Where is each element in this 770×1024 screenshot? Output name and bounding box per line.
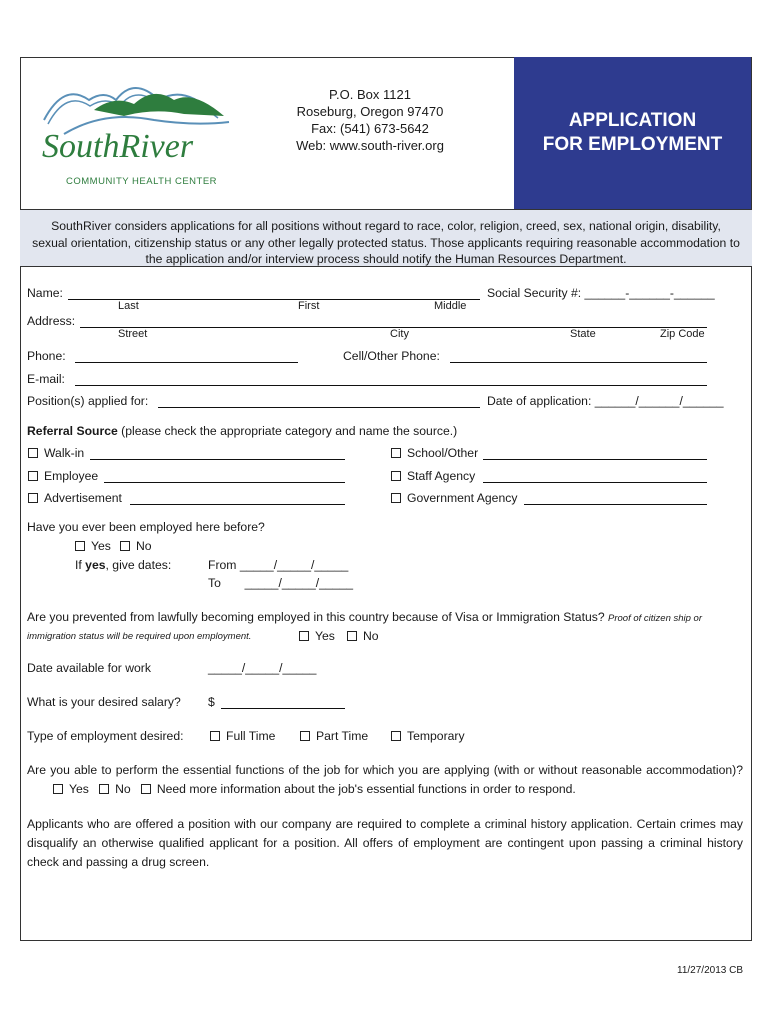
visa-question-text: Are you prevented from lawfully becoming employed in this country because of Visa or Immigration Status?	[27, 610, 605, 624]
checkbox[interactable]	[28, 448, 38, 458]
salary-label: What is your desired salary?	[27, 695, 181, 709]
revision-date: 11/27/2013 CB	[677, 965, 743, 976]
school-option[interactable]	[391, 446, 478, 460]
temporary-option[interactable]	[391, 729, 465, 743]
advertisement-option[interactable]	[28, 491, 122, 505]
checkbox[interactable]	[391, 448, 401, 458]
employed-before-question: Have you ever been employed here before?	[27, 520, 265, 534]
staff-agency-option[interactable]	[391, 469, 475, 483]
school-source-field[interactable]	[483, 459, 707, 460]
org-address	[270, 86, 470, 154]
cell-phone-label: Cell/Other Phone:	[343, 349, 440, 363]
visa-yes-option[interactable]	[299, 629, 335, 643]
referral-heading-text: (please check the appropriate category and name the source.)	[117, 424, 458, 438]
employed-to-field[interactable]: To _____/_____/_____	[208, 576, 354, 590]
advertisement-label: Advertisement	[44, 491, 122, 505]
if-yes-bold: yes	[85, 558, 106, 572]
walkin-source-field[interactable]	[90, 459, 345, 460]
visa-question	[27, 610, 702, 624]
form-title-line2: FOR EMPLOYMENT	[542, 134, 723, 155]
checkbox[interactable]	[28, 471, 38, 481]
cell-phone-field[interactable]	[450, 362, 707, 363]
logo-wordmark: SouthRiver	[42, 128, 194, 165]
visa-no-option[interactable]	[347, 629, 379, 643]
give-dates-text: , give dates:	[105, 558, 172, 572]
phone-field[interactable]	[75, 362, 298, 363]
city-sublabel: City	[390, 328, 409, 340]
employee-option[interactable]	[28, 469, 98, 483]
date-available-field[interactable]: _____/_____/_____	[208, 661, 317, 675]
email-label: E-mail:	[27, 372, 65, 386]
advertisement-source-field[interactable]	[130, 504, 345, 505]
referral-heading	[27, 424, 457, 438]
checkbox[interactable]	[141, 784, 151, 794]
street-sublabel: Street	[118, 328, 148, 340]
employed-dates-label	[75, 558, 171, 572]
email-field[interactable]	[75, 385, 707, 386]
logo	[34, 70, 244, 195]
government-agency-option[interactable]	[391, 491, 517, 505]
name-label: Name:	[27, 286, 63, 300]
employee-label: Employee	[44, 469, 99, 483]
checkbox[interactable]	[210, 731, 220, 741]
staff-agency-label: Staff Agency	[407, 469, 476, 483]
employed-yes-label: Yes	[91, 539, 111, 553]
essential-functions-text: Are you able to perform the essential functions of the job for which you are applying (with or without reasonable accommodation)?	[27, 763, 743, 777]
positions-field[interactable]	[158, 407, 480, 408]
full-time-label: Full Time	[226, 729, 276, 743]
employed-no-option[interactable]	[120, 539, 152, 553]
salary-field[interactable]	[221, 708, 345, 709]
first-sublabel: First	[298, 300, 320, 312]
referral-heading-bold: Referral Source	[27, 424, 118, 438]
dollar-sign: $	[208, 695, 215, 709]
employed-yes-option[interactable]	[75, 539, 111, 553]
checkbox[interactable]	[299, 631, 309, 641]
employed-no-label: No	[136, 539, 152, 553]
temporary-label: Temporary	[407, 729, 465, 743]
address-line: P.O. Box 1121	[329, 87, 411, 102]
checkbox[interactable]	[391, 731, 401, 741]
checkbox[interactable]	[300, 731, 310, 741]
visa-yes-label: Yes	[315, 629, 335, 643]
visa-note: Proof of citizen ship or	[608, 613, 703, 624]
middle-sublabel: Middle	[434, 300, 467, 312]
last-sublabel: Last	[118, 300, 139, 312]
walkin-label: Walk-in	[44, 446, 85, 460]
checkbox[interactable]	[53, 784, 63, 794]
checkbox[interactable]	[75, 541, 85, 551]
positions-label: Position(s) applied for:	[27, 394, 149, 408]
eeo-notice: SouthRiver considers applications for all positions without regard to race, color, religion, creed, sex, national origin, disability, sexual orientation, citizenship status or any other legally protected status. Those applicants requiring reasonable accommodation to the application and/or interview process should notify the Human Resources Department.	[20, 210, 752, 267]
employment-type-label: Type of employment desired:	[27, 729, 184, 743]
checkbox[interactable]	[391, 471, 401, 481]
if-text: If	[75, 558, 86, 572]
functions-no-label: No	[115, 782, 131, 796]
essential-functions-question	[27, 761, 743, 799]
phone-label: Phone:	[27, 349, 66, 363]
ssn-field[interactable]: Social Security #: ______-______-______	[487, 286, 715, 300]
school-label: School/Other	[407, 446, 479, 460]
logo-subtitle: COMMUNITY HEALTH CENTER	[66, 176, 218, 187]
visa-no-label: No	[363, 629, 379, 643]
address-label: Address:	[27, 314, 76, 328]
address-line: Web: www.south-river.org	[296, 138, 444, 153]
criminal-history-notice: Applicants who are offered a position with our company are required to complete a criminal history application. Certain crimes may disqualify an otherwise qualified applicant for a position. All offers of employment are contingent upon passing a criminal history check and passing a drug screen.	[27, 817, 743, 869]
zip-sublabel: Zip Code	[660, 328, 705, 340]
visa-note-continued: immigration status will be required upon employment.	[27, 631, 252, 642]
staff-agency-source-field[interactable]	[483, 482, 707, 483]
government-agency-source-field[interactable]	[524, 504, 707, 505]
functions-yes-label: Yes	[69, 782, 89, 796]
full-time-option[interactable]	[210, 729, 275, 743]
part-time-label: Part Time	[316, 729, 369, 743]
address-line: Fax: (541) 673-5642	[311, 121, 429, 136]
date-available-label: Date available for work	[27, 661, 151, 675]
government-agency-label: Government Agency	[407, 491, 518, 505]
checkbox[interactable]	[120, 541, 130, 551]
form-title-block	[514, 57, 751, 209]
walkin-option[interactable]	[28, 446, 84, 460]
employed-from-field[interactable]: From _____/_____/_____	[208, 558, 349, 572]
employee-source-field[interactable]	[104, 482, 345, 483]
state-sublabel: State	[570, 328, 596, 340]
application-date-field[interactable]: Date of application: ______/______/______	[487, 394, 724, 408]
address-line: Roseburg, Oregon 97470	[296, 104, 444, 119]
form-title-line1: APPLICATION	[568, 110, 697, 131]
checkbox[interactable]	[99, 784, 109, 794]
checkbox[interactable]	[347, 631, 357, 641]
checkbox[interactable]	[391, 493, 401, 503]
checkbox[interactable]	[28, 493, 38, 503]
part-time-option[interactable]	[300, 729, 368, 743]
functions-more-info-label: Need more information about the job's essential functions in order to respond.	[156, 782, 576, 796]
